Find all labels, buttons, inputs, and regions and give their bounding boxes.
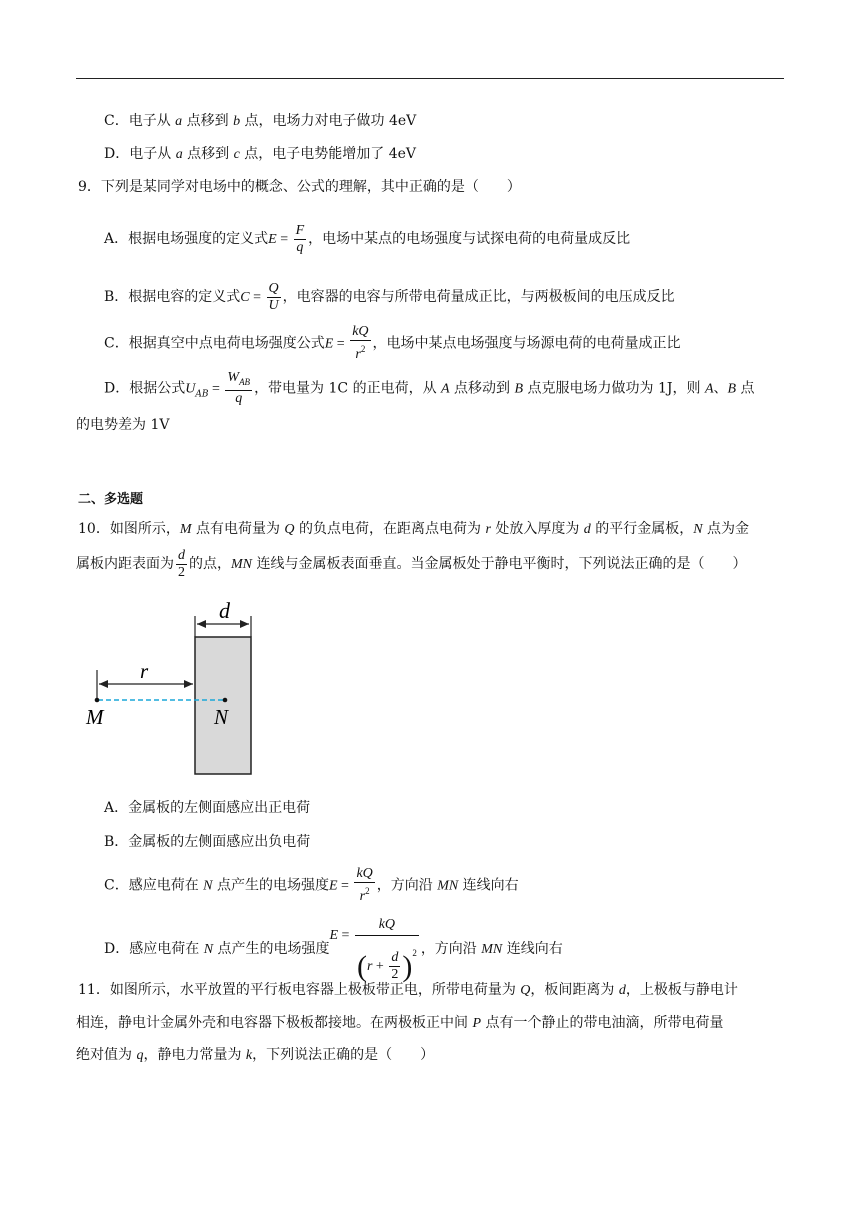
q9-option-b[interactable] [104,280,675,315]
text: ，电场中某点的电场强度与试探电荷的电荷量成反比 [308,231,631,247]
label-r: r [140,659,149,683]
text: 属板内距表面为 [76,556,174,572]
denominator: 2 [178,564,185,580]
text: 点 [736,380,755,397]
text: 点移动到 [449,380,515,397]
text: 的负点电荷，在距离点电荷为 [294,521,486,537]
label-d: d [219,600,230,623]
text: 点产生的电场强度 [213,941,330,957]
text: ，方向沿 [420,941,482,957]
var-A: A [704,381,714,397]
label-M: M [86,705,104,729]
q9-option-d[interactable] [104,370,755,412]
q11-stem-line1 [78,980,738,1001]
d-arrow-right [240,620,249,628]
var-E: E [268,232,277,247]
var-E: E [328,878,338,894]
numerator: F [295,222,305,238]
var-MN: MN [231,557,252,572]
var-r: r [366,958,373,974]
q9-option-c[interactable] [104,324,681,363]
numerator: d [178,547,185,563]
text: 11．如图所示，水平放置的平行板电容器上极板带正电，所带电荷量为 [78,982,521,998]
var-q: q [136,1048,144,1063]
var-d: d [583,522,591,537]
inner-denominator: 2 [391,966,399,982]
fraction [355,915,419,984]
exponent: 2 [360,344,366,354]
text: 的点， [189,556,231,572]
q11-stem-line2 [76,1013,723,1034]
text: 绝对值为 [76,1047,137,1063]
var-b: b [233,114,241,129]
equals: = [337,878,353,894]
subscript: AB [195,389,209,400]
q10-option-a[interactable] [104,798,310,818]
text: 点移到 [182,113,234,129]
text: 点有一个静止的带电油滴，所带电荷量 [481,1015,724,1031]
r-arrow-left [99,680,108,688]
text: 点为金 [702,521,750,537]
text: ，上极板与静电计 [625,982,738,998]
var-MN: MN [481,942,503,957]
q11-stem-line3 [76,1045,434,1066]
q9-option-a[interactable] [104,222,630,257]
equals: = [333,336,349,352]
text: C．根据真空中点电荷电场强度公式 [104,335,325,352]
text: 处放入厚度为 [490,521,584,537]
q10-figure [76,600,276,785]
text: 点克服电场力做功为 1J，则 [523,380,705,397]
text: C．电子从 [104,113,176,129]
q10-stem-line1 [78,519,749,540]
text: 的平行金属板， [590,521,694,537]
var-E: E [324,336,334,352]
point-N [223,698,228,703]
text: A．金属板的左侧面感应出正电荷 [104,800,311,816]
text: ，电场中某点电场强度与场源电荷的电荷量成正比 [372,335,681,352]
var-B: B [727,381,737,397]
var-Q: Q [520,983,531,998]
text: 、 [713,380,728,397]
var-r: r [355,347,361,362]
var-M: M [179,522,192,537]
fraction [176,548,187,581]
exponent: 2 [365,886,370,896]
q8-option-d[interactable] [104,144,416,165]
subscript: AB [239,377,251,387]
r-arrow-right [184,680,193,688]
text: B．根据电容的定义式 [104,289,241,305]
q10-option-c[interactable] [104,866,519,905]
var-B: B [514,381,524,397]
section-title-text: 二、多选题 [78,492,144,507]
numerator: kQ [356,866,373,881]
var-c: c [233,147,240,162]
section-title [78,490,143,510]
numerator: Q [268,280,279,296]
text: ，电容器的电容与所带电荷量成正比，与两极板间的电压成反比 [282,289,675,305]
var-d: d [618,983,626,998]
denominator: U [268,297,279,313]
var-U: U [185,381,196,397]
q9-option-d-line2 [76,415,169,435]
denominator [350,341,370,363]
text: 连线向右 [458,877,519,894]
close-paren: ) [402,949,413,983]
var-a: a [175,114,183,129]
plus: + [372,958,388,974]
var-E: E [329,928,339,943]
text: B．金属板的左侧面感应出负电荷 [104,834,311,850]
denominator [355,936,419,984]
text: 相连，静电计金属外壳和电容器下极板都接地。在两极板正中间 [76,1015,473,1031]
header-rule [76,78,784,79]
text: 点有电荷量为 [191,521,285,537]
equals: = [249,290,265,305]
text: D．电子从 [104,146,176,162]
inner-numerator: d [391,949,399,965]
text: ，方向沿 [376,877,438,894]
var-A: A [441,381,450,397]
text: ，带电量为 1C 的正电荷，从 [254,380,442,397]
var-k: k [245,1048,253,1063]
var-r: r [485,522,491,537]
var-N: N [693,522,703,537]
fraction [350,324,370,363]
text: D．根据公式 [104,380,186,397]
text: A．根据电场强度的定义式 [104,231,269,247]
denominator: q [235,391,243,406]
fraction [354,866,374,905]
text: ，板间距离为 [530,982,619,998]
var-MN: MN [437,878,459,894]
text: ，下列说法正确的是（ ） [252,1047,435,1063]
denominator: q [296,239,304,255]
text: 点，电场力对电子做功 4eV [240,113,417,129]
var-W: W [227,370,240,385]
text: ，静电力常量为 [143,1047,246,1063]
fraction [267,281,281,314]
var-Q: Q [284,522,295,537]
q8-option-c[interactable] [104,111,416,132]
var-N: N [203,942,214,957]
var-a: a [175,147,183,162]
text: D．感应电荷在 [104,941,204,957]
text: C．感应电荷在 [104,877,204,894]
label-N: N [214,705,229,729]
denominator [354,883,374,905]
text: 点产生的电场强度 [212,877,329,894]
text: 的电势差为 1V [76,417,170,433]
numerator: kQ [352,324,369,339]
d-arrow-left [197,620,206,628]
text: 10．如图所示， [78,521,180,537]
var-P: P [472,1016,482,1031]
equals: = [208,381,224,397]
q10-option-b[interactable] [104,832,310,852]
numerator [225,370,252,391]
numerator: kQ [355,915,419,936]
fraction [294,223,307,256]
q10-stem-line2 [76,547,746,582]
var-r: r [359,889,366,904]
equals: = [276,232,292,247]
var-C: C [240,290,250,305]
q10-option-d[interactable] [104,906,563,984]
exponent: 2 [412,947,417,958]
q9-stem [78,177,521,197]
open-paren: ( [356,949,367,983]
equals: = [338,928,353,943]
text: 连线与金属板表面垂直。当金属板处于静电平衡时，下列说法正确的是（ ） [252,556,747,572]
question-text: 9．下列是某同学对电场中的概念、公式的理解，其中正确的是（ ） [78,179,521,195]
text: 连线向右 [502,941,563,957]
fraction [225,370,252,407]
text: 点，电子电势能增加了 4eV [239,146,417,162]
inner-fraction [389,950,400,983]
point-M [95,698,100,703]
var-N: N [203,878,213,894]
text: 点移到 [182,146,234,162]
